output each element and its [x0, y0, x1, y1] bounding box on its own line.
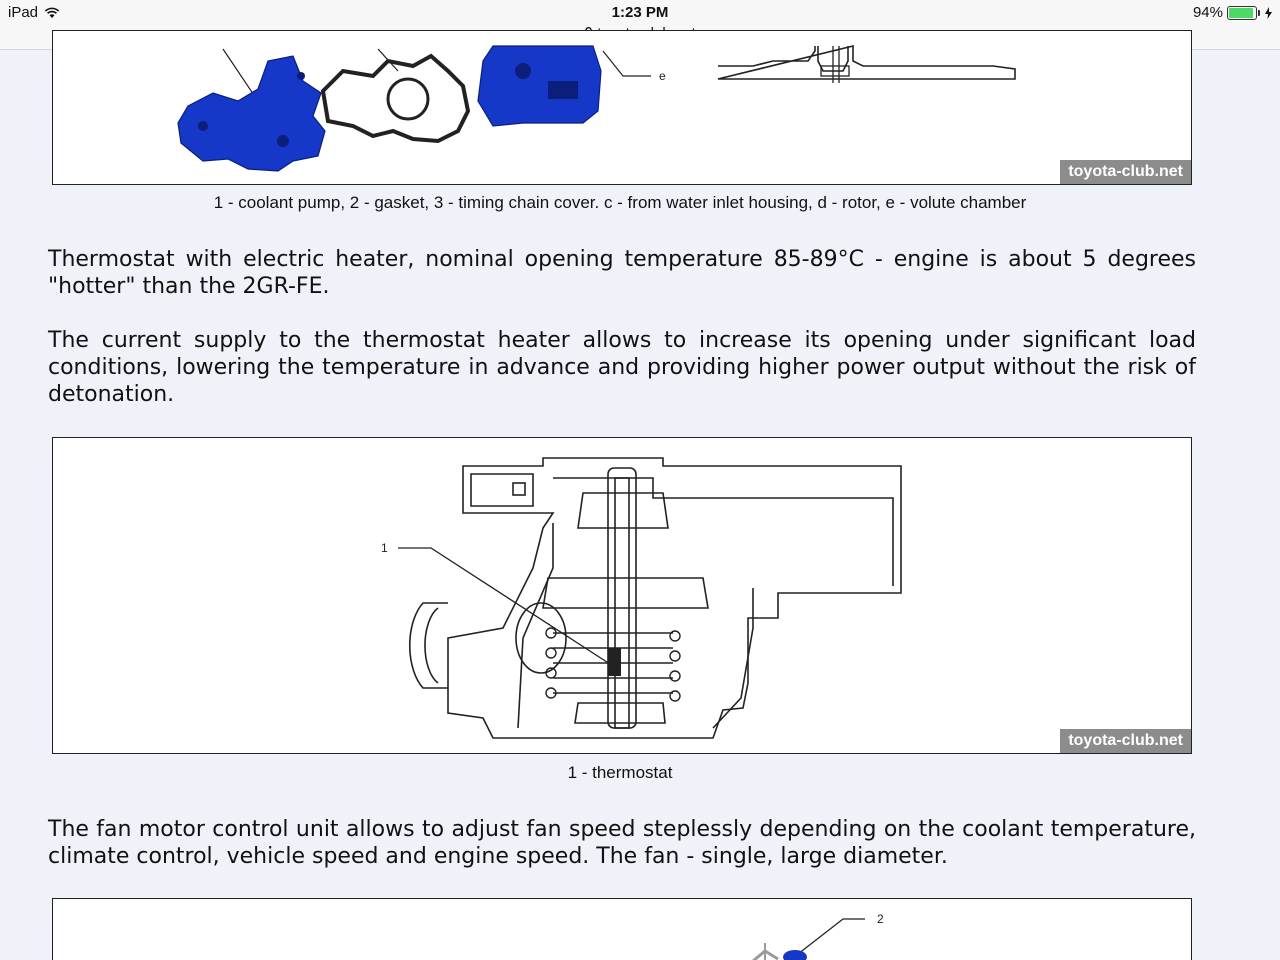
- watermark: toyota-club.net: [1060, 160, 1191, 184]
- figure-fan: [52, 898, 1192, 960]
- paragraph-thermostat: Thermostat with electric heater, nominal opening temperature 85-89°C - engine is about 5 degrees "hotter" than the 2GR-FE.: [48, 247, 1196, 299]
- figure-coolant-pump: [52, 30, 1192, 185]
- paragraph-fan: The fan motor control unit allows to adjust fan speed steplessly depending on the coolant temperature, climate control, vehicle speed and engine speed. The fan - single, large diameter.: [48, 817, 1196, 869]
- battery-percent: 94%: [1192, 4, 1223, 21]
- figure-caption: 1 - thermostat: [567, 763, 673, 782]
- status-right: [1193, 4, 1272, 21]
- label-2: 2: [877, 912, 884, 926]
- charging-icon: [1265, 7, 1272, 19]
- battery-fill: [1229, 8, 1253, 18]
- thermostat-diagram: [53, 438, 1192, 754]
- clock: 1:23 PM: [611, 4, 669, 21]
- figure-thermostat: [52, 437, 1192, 754]
- fan-diagram: [53, 899, 1192, 960]
- coolant-pump-diagram: [53, 31, 1192, 185]
- paragraph-heater: The current supply to the thermostat heater allows to increase its opening under significant load conditions, lowering the temperature in advance and providing higher power output without the risk of detonation.: [48, 328, 1196, 407]
- label-1: 1: [381, 541, 388, 555]
- label-e: e: [659, 69, 666, 83]
- battery-icon: [1227, 6, 1257, 20]
- figure-caption: 1 - coolant pump, 2 - gasket, 3 - timing chain cover. c - from water inlet housing, d - rotor, e - volute chamber: [213, 193, 1027, 212]
- device-name: iPad: [8, 4, 39, 21]
- watermark: toyota-club.net: [1060, 729, 1191, 753]
